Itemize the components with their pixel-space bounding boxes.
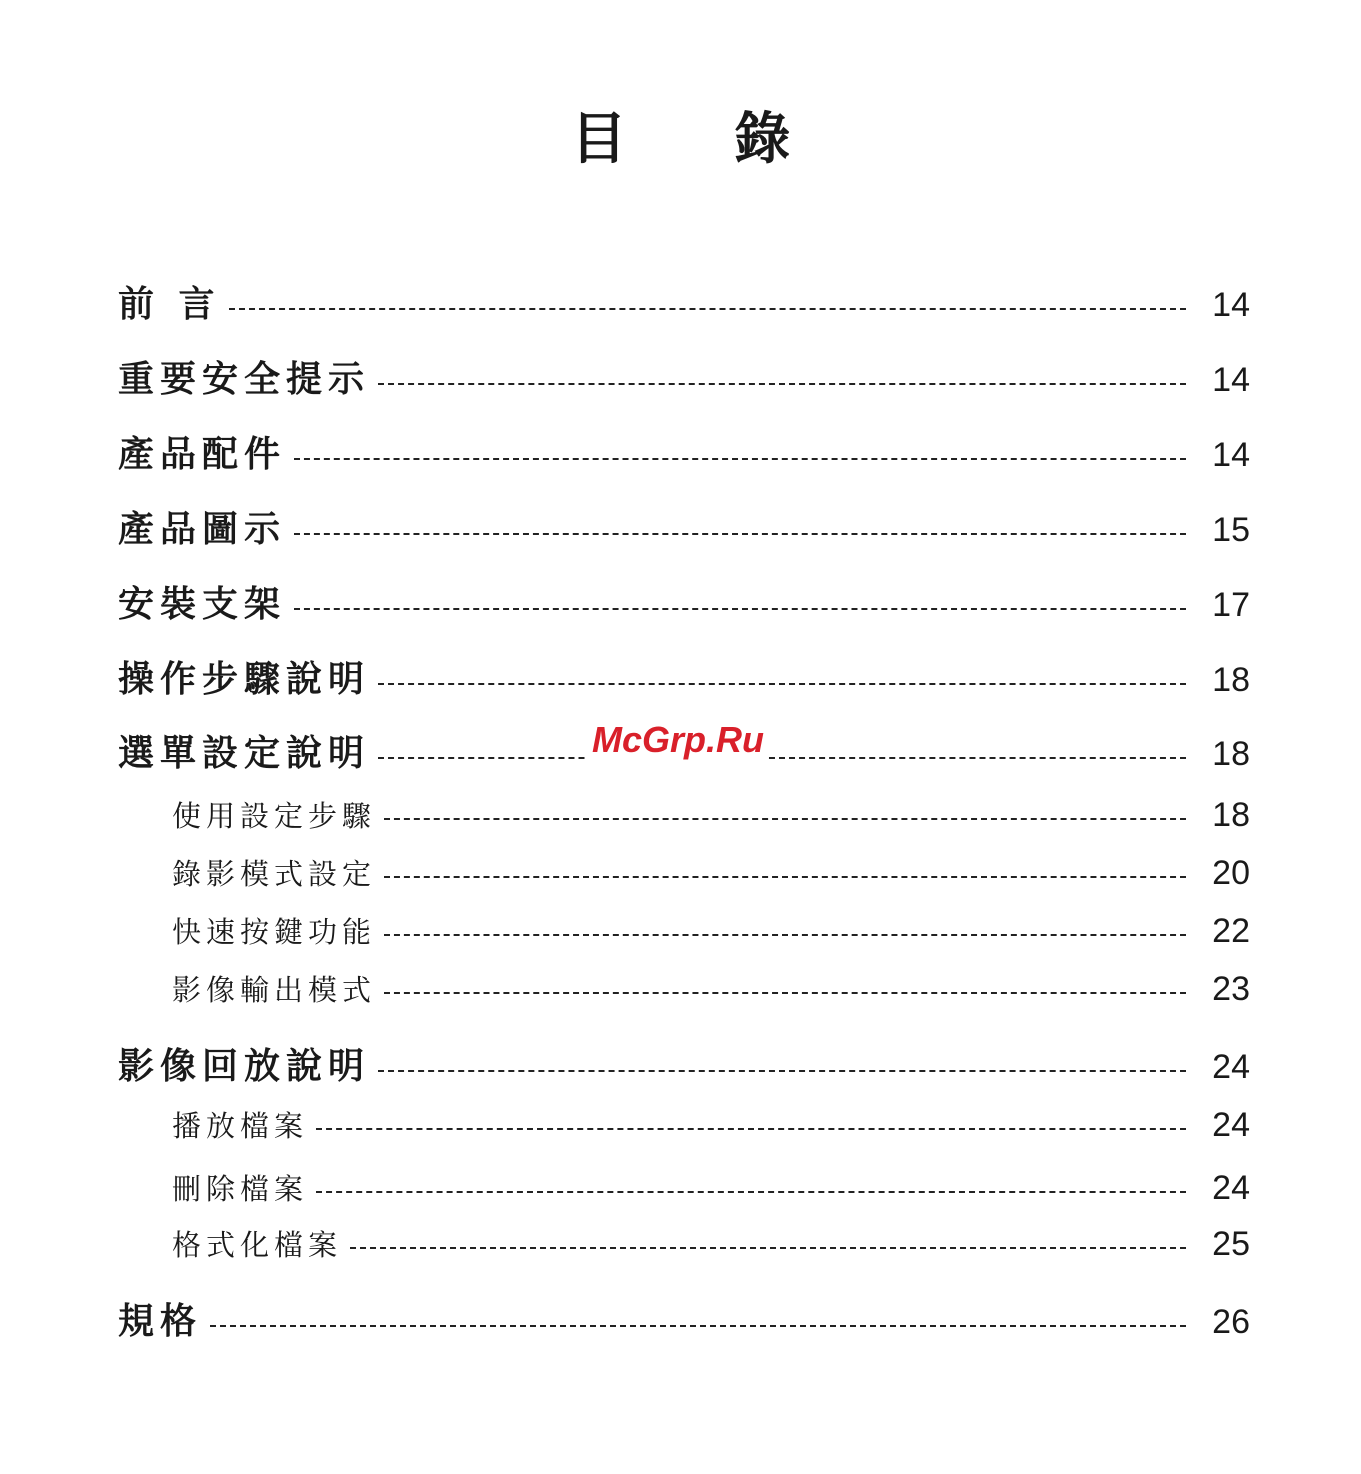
toc-entry-format-file[interactable] (172, 1223, 1250, 1264)
toc-entry-label: 快速按鍵功能 (172, 915, 377, 949)
toc-entry-page: 14 (1212, 286, 1250, 324)
watermark: McGrp.Ru (588, 718, 768, 762)
toc-entry-page: 24 (1212, 1106, 1250, 1144)
dot-leader (210, 1325, 1186, 1327)
dot-leader (350, 1247, 1186, 1249)
dot-leader (384, 818, 1186, 820)
toc-entry-page: 18 (1212, 735, 1250, 773)
dot-leader (378, 683, 1186, 685)
toc-entry-page: 24 (1212, 1169, 1250, 1207)
toc-entry-page: 15 (1212, 511, 1250, 549)
toc-entry-playback[interactable] (118, 1038, 1250, 1089)
toc-entry-diagram[interactable] (118, 501, 1250, 552)
toc-entry-page: 20 (1212, 854, 1250, 892)
dot-leader (384, 992, 1186, 994)
toc-entry-specifications[interactable] (118, 1293, 1250, 1344)
toc-entry-label: 錄影模式設定 (172, 857, 377, 891)
toc-entry-operation[interactable] (118, 651, 1250, 702)
toc-entry-page: 18 (1212, 796, 1250, 834)
toc-entry-label: 安裝支架 (118, 584, 287, 625)
toc-entry-quick-keys[interactable] (172, 910, 1250, 951)
dot-leader (384, 876, 1186, 878)
dot-leader (294, 608, 1186, 610)
toc-entry-label: 使用設定步驟 (172, 799, 377, 833)
dot-leader (229, 308, 1186, 310)
toc-entry-usage-steps[interactable] (172, 794, 1250, 835)
toc-entry-page: 24 (1212, 1048, 1250, 1086)
toc-entry-label: 操作步驟說明 (118, 659, 371, 700)
toc-entry-label: 刪除檔案 (172, 1172, 309, 1206)
dot-leader (378, 757, 1186, 759)
toc-entry-accessories[interactable] (118, 426, 1250, 477)
dot-leader (316, 1128, 1186, 1130)
toc-entry-label: 選單設定說明 (118, 733, 371, 774)
toc-entry-play-file[interactable] (172, 1104, 1250, 1145)
toc-entry-label: 格式化檔案 (172, 1228, 343, 1262)
dot-leader (294, 533, 1186, 535)
toc-entry-page: 14 (1212, 361, 1250, 399)
page-title: 目 錄 (570, 107, 835, 172)
toc-entry-page: 26 (1212, 1303, 1250, 1341)
toc-entry-delete-file[interactable] (172, 1167, 1250, 1208)
toc-entry-safety[interactable] (118, 351, 1250, 402)
dot-leader (378, 1070, 1186, 1072)
toc-entry-record-mode[interactable] (172, 852, 1250, 893)
toc-entry-page: 22 (1212, 912, 1250, 950)
toc-entry-page: 23 (1212, 970, 1250, 1008)
toc-entry-mount[interactable] (118, 576, 1250, 627)
toc-entry-page: 25 (1212, 1225, 1250, 1263)
toc-entry-label: 影像輸出模式 (172, 973, 377, 1007)
toc-entry-label: 重要安全提示 (118, 359, 371, 400)
toc-entry-label: 前 言 (118, 284, 221, 325)
dot-leader (384, 934, 1186, 936)
toc-entry-page: 17 (1212, 586, 1250, 624)
dot-leader (316, 1191, 1186, 1193)
toc-entry-label: 產品圖示 (118, 509, 287, 550)
toc-entry-label: 產品配件 (118, 434, 287, 475)
toc-entry-label: 規格 (118, 1301, 203, 1342)
dot-leader (378, 383, 1186, 385)
dot-leader (294, 458, 1186, 460)
toc-entry-video-output[interactable] (172, 968, 1250, 1009)
toc-entry-label: 播放檔案 (172, 1109, 309, 1143)
toc-entry-page: 14 (1212, 436, 1250, 474)
toc-entry-page: 18 (1212, 661, 1250, 699)
toc-entry-label: 影像回放說明 (118, 1046, 371, 1087)
toc-entry-preface[interactable] (118, 276, 1250, 327)
